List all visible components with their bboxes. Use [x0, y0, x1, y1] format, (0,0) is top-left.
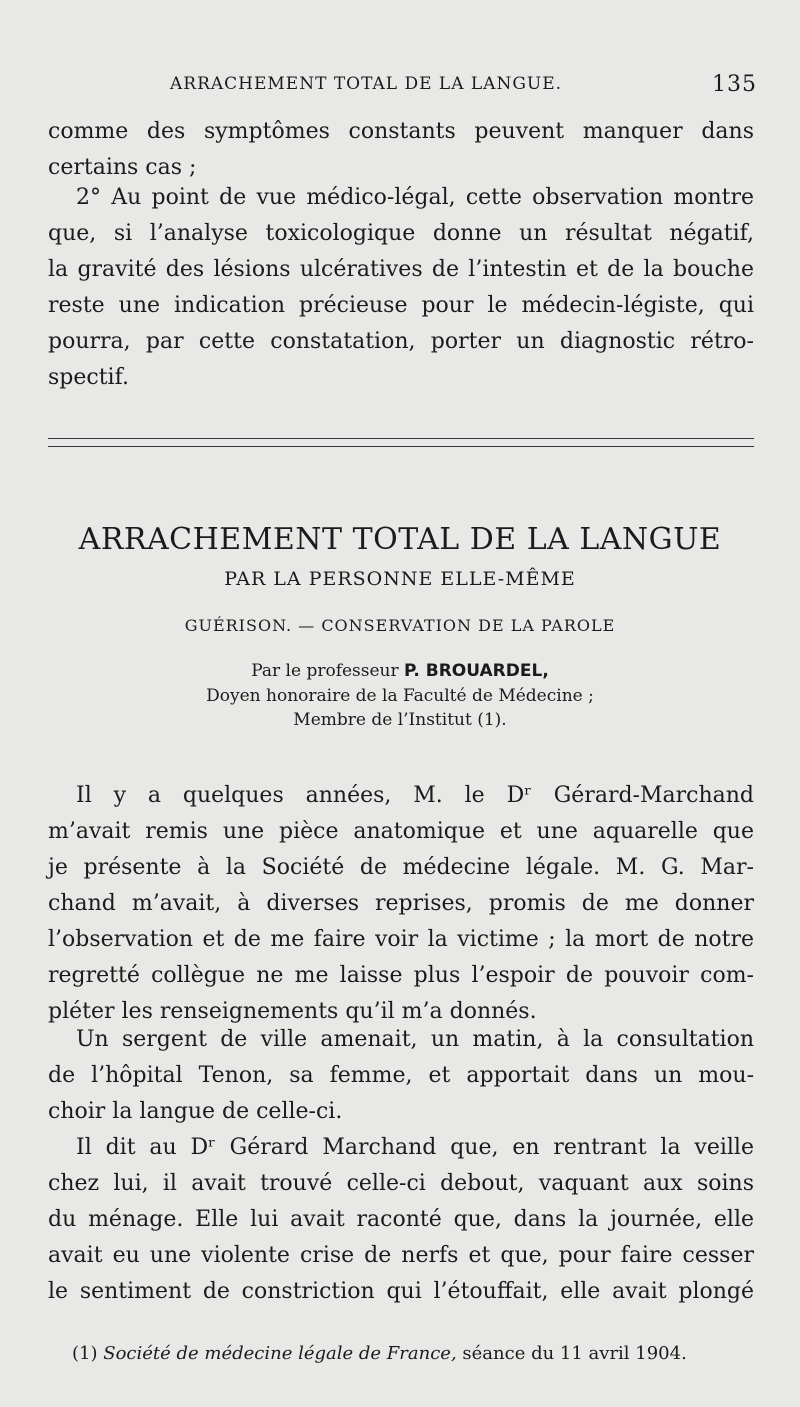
article-subheading: GUÉRISON. — CONSERVATION DE LA PAROLE [184, 616, 616, 635]
text-line: Il y a quelques années, M. le Dʳ Gérard-Marchand [76, 783, 754, 808]
text-line: le sentiment de constriction qui l’étouffait, elle avait plongé [48, 1279, 754, 1304]
text-line: de l’hôpital Tenon, sa femme, et apportait dans un mou- [48, 1063, 754, 1088]
running-title: ARRACHEMENT TOTAL DE LA LANGUE. [170, 74, 563, 94]
text-line: que, si l’analyse toxicologique donne un résultat négatif, [48, 221, 754, 246]
text-line: choir la langue de celle-ci. [48, 1099, 343, 1124]
footnote-source: Société de médecine légale de France, [103, 1343, 457, 1364]
text-line: l’observation et de me faire voir la victime ; la mort de notre [48, 927, 754, 952]
paragraph [48, 778, 754, 1030]
footnote [72, 1343, 687, 1364]
text-line: Il dit au Dʳ Gérard Marchand que, en rentrant la veille [76, 1135, 754, 1160]
author-affiliation: Doyen honoraire de la Faculté de Médecine ; [206, 686, 594, 706]
paragraph [48, 1130, 754, 1310]
section-divider-top [48, 438, 754, 439]
footnote-marker: (1) [72, 1343, 98, 1364]
paragraph-conclusion-1 [48, 114, 754, 186]
text-line: chez lui, il avait trouvé celle-ci debout, vaquant aux soins [48, 1171, 754, 1196]
text-line: avait eu une violente crise de nerfs et que, pour faire cesser [48, 1243, 754, 1268]
article-title: ARRACHEMENT TOTAL DE LA LANGUE [78, 522, 722, 557]
text-line: m’avait remis une pièce anatomique et une aquarelle que [48, 819, 754, 844]
text-line: la gravité des lésions ulcératives de l’intestin et de la bouche [48, 257, 754, 282]
byline-prefix: Par le professeur [251, 661, 399, 681]
text-line: 2° Au point de vue médico-légal, cette observation montre [76, 185, 754, 210]
text-line: chand m’avait, à diverses reprises, promis de me donner [48, 891, 754, 916]
author-affiliation: Membre de l’Institut (1). [293, 710, 507, 730]
text-line: spectif. [48, 365, 129, 390]
byline [0, 661, 800, 681]
footnote-date: séance du 11 avril 1904. [462, 1343, 687, 1364]
text-line: Un sergent de ville amenait, un matin, à la consultation [76, 1027, 754, 1052]
text-line: regretté collègue ne me laisse plus l’espoir de pouvoir com- [48, 963, 754, 988]
text-line: certains cas ; [48, 155, 197, 180]
text-line: reste une indication précieuse pour le médecin-légiste, qui [48, 293, 754, 318]
paragraph [48, 1022, 754, 1130]
text-line: pourra, par cette constatation, porter un diagnostic rétro- [48, 329, 754, 354]
text-line: comme des symptômes constants peuvent manquer dans [48, 119, 754, 144]
text-line: je présente à la Société de médecine légale. M. G. Mar- [48, 855, 754, 880]
text-line: du ménage. Elle lui avait raconté que, dans la journée, elle [48, 1207, 754, 1232]
author-name: P. BROUARDEL, [404, 661, 549, 681]
paragraph-conclusion-2 [48, 180, 754, 396]
page-number: 135 [712, 72, 757, 97]
text-line: pléter les renseignements qu’il m’a donnés. [48, 999, 537, 1024]
section-divider-bottom [48, 446, 754, 447]
article-subtitle: PAR LA PERSONNE ELLE-MÊME [224, 568, 576, 590]
